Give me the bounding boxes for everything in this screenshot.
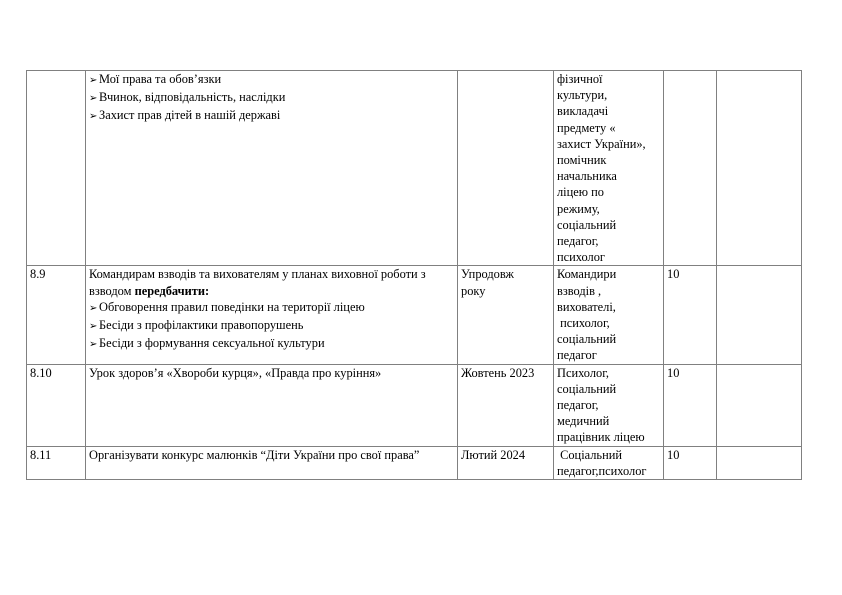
event-intro: Командирам взводів та вихователям у планах виховної роботи з взводом [89, 267, 426, 298]
cell-note [717, 364, 802, 446]
activity-plan-table [26, 70, 802, 480]
cell-classes [664, 71, 717, 266]
table-row [27, 446, 802, 479]
arrow-bullet-icon: ➢ [89, 111, 98, 123]
table-row [27, 364, 802, 446]
list-item: ➢ Захист прав дітей в нашій державі [89, 107, 454, 125]
cell-responsible: Психолог, соціальний педагог, медичний працівник ліцею [554, 364, 664, 446]
cell-note [717, 446, 802, 479]
arrow-bullet-icon: ➢ [89, 75, 98, 86]
arrow-bullet-icon: ➢ [89, 321, 98, 333]
cell-number: 8.11 [27, 446, 86, 479]
list-item: ➢ Вчинок, відповідальність, наслідки [89, 89, 454, 107]
arrow-bullet-icon: ➢ [89, 339, 98, 351]
cell-responsible: Командири взводів , вихователі, психолог, соціальний педагог [554, 266, 664, 364]
list-item: ➢ Бесіди з профілактики правопорушень [89, 317, 454, 335]
cell-note [717, 71, 802, 266]
arrow-bullet-icon: ➢ [89, 93, 98, 105]
list-item: ➢ Мої права та обов’язки [89, 71, 454, 89]
cell-event: Урок здоров’я «Хвороби курця», «Правда про куріння» [86, 364, 458, 446]
arrow-bullet-icon: ➢ [89, 302, 98, 314]
event-intro-bold: передбачити: [134, 283, 210, 298]
cell-term: Жовтень 2023 [458, 364, 554, 446]
cell-event: Організувати конкурс малюнків “Діти України про свої права” [86, 446, 458, 479]
list-item: ➢ Обговорення правил поведінки на території ліцею [89, 299, 454, 317]
table-row [27, 71, 802, 266]
table-row [27, 266, 802, 364]
cell-number: 8.9 [27, 266, 86, 364]
cell-responsible: Соціальний педагог,психолог [554, 446, 664, 479]
cell-responsible: фізичної культури, викладачі предмету « захист України», помічник начальника ліцею по режиму, соціальний педагог, психолог [554, 71, 664, 266]
cell-classes: 10 [664, 266, 717, 364]
cell-classes: 10 [664, 446, 717, 479]
cell-classes: 10 [664, 364, 717, 446]
cell-term: Упродовж року [458, 266, 554, 364]
cell-event [86, 71, 458, 266]
cell-number [27, 71, 86, 266]
cell-event [86, 266, 458, 364]
list-item: ➢ Бесіди з формування сексуальної культури [89, 335, 454, 353]
cell-note [717, 266, 802, 364]
cell-term: Лютий 2024 [458, 446, 554, 479]
cell-term [458, 71, 554, 266]
cell-number: 8.10 [27, 364, 86, 446]
